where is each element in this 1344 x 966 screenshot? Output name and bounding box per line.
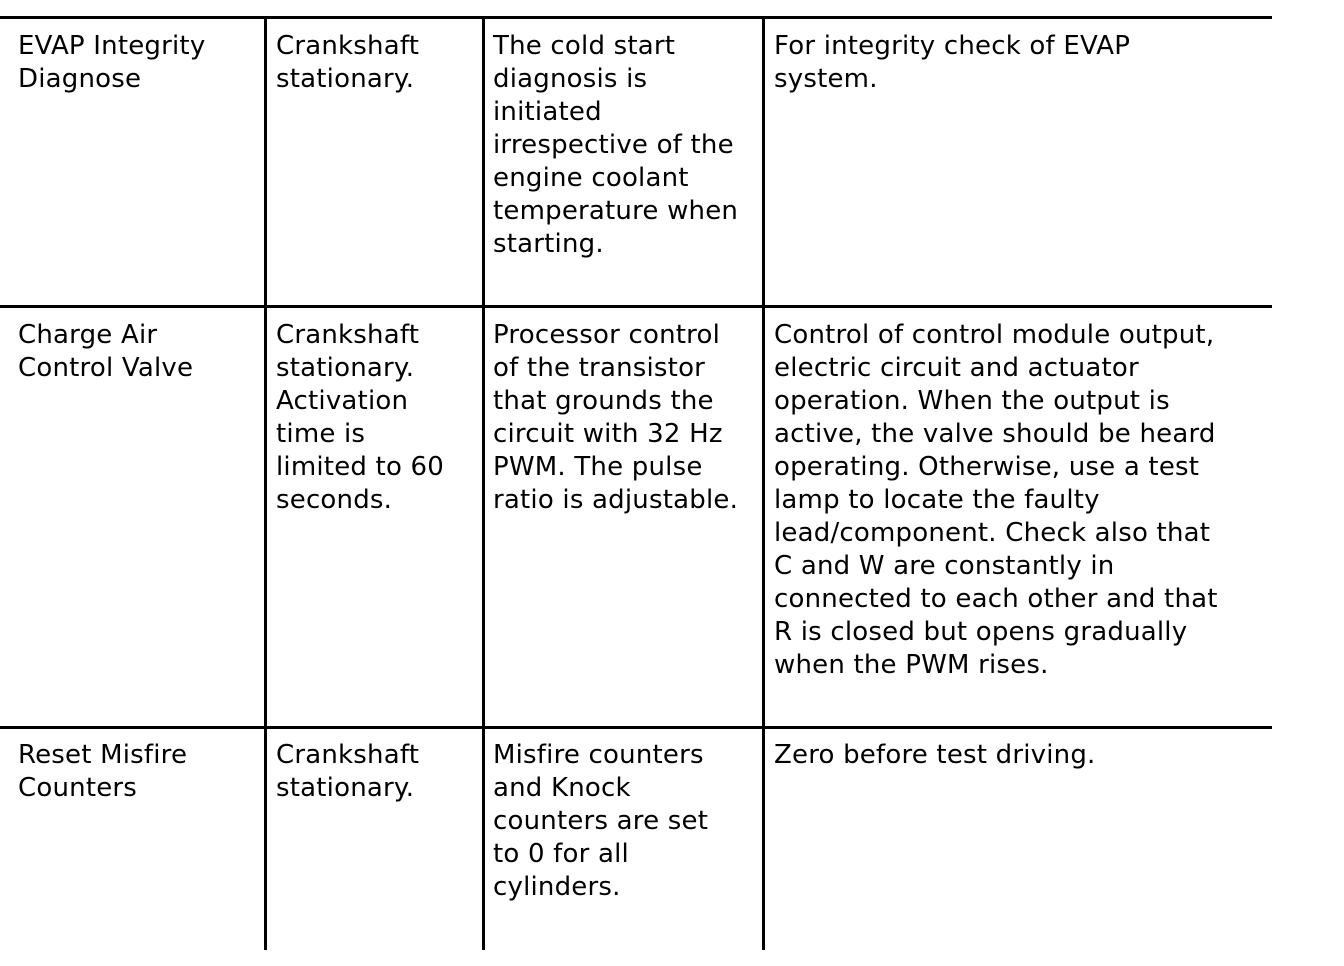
cell-line: and Knock (493, 773, 631, 803)
cell-line: Activation (276, 386, 409, 416)
cell-line: Crankshaft (276, 31, 420, 61)
cell-line: Misfire counters (493, 740, 704, 770)
cell-line: engine coolant (493, 163, 689, 193)
cell-line: Zero before test driving. (774, 740, 1096, 770)
cell-notes (774, 739, 1096, 772)
cell-line: EVAP Integrity (18, 31, 206, 61)
cell-description (493, 30, 738, 261)
cell-line: seconds. (276, 485, 393, 515)
cell-line: lamp to locate the faulty (774, 485, 1100, 515)
cell-line: stationary. (276, 64, 415, 94)
cell-line: time is (276, 419, 366, 449)
table-top-border (0, 16, 1272, 19)
cell-line: temperature when (493, 196, 739, 226)
cell-notes (774, 319, 1218, 682)
column-divider (762, 16, 765, 950)
cell-line: ratio is adjustable. (493, 485, 739, 515)
cell-line: Diagnose (18, 64, 142, 94)
column-divider (482, 16, 485, 950)
cell-line: The cold start (493, 31, 676, 61)
cell-line: circuit with 32 Hz (493, 419, 723, 449)
cell-line: PWM. The pulse (493, 452, 703, 482)
cell-line: operating. Otherwise, use a test (774, 452, 1200, 482)
cell-line: system. (774, 64, 878, 94)
cell-conditions (276, 30, 419, 96)
cell-line: stationary. (276, 773, 415, 803)
cell-line: of the transistor (493, 353, 706, 383)
cell-line: electric circuit and actuator (774, 353, 1139, 383)
cell-notes (774, 30, 1130, 96)
cell-line: active, the valve should be heard (774, 419, 1216, 449)
cell-line: operation. When the output is (774, 386, 1170, 416)
cell-line: connected to each other and that (774, 584, 1218, 614)
cell-line: Charge Air (18, 320, 158, 350)
column-divider (264, 16, 267, 950)
cell-line: Control Valve (18, 353, 194, 383)
cell-line: initiated (493, 97, 602, 127)
cell-line: counters are set (493, 806, 709, 836)
cell-line: Reset Misfire (18, 740, 188, 770)
cell-line: starting. (493, 229, 604, 259)
cell-line: For integrity check of EVAP (774, 31, 1131, 61)
row-divider (0, 726, 1272, 729)
cell-conditions (276, 319, 444, 517)
cell-line: lead/component. Check also that (774, 518, 1211, 548)
cell-description (493, 319, 738, 517)
cell-line: stationary. (276, 353, 415, 383)
cell-line: limited to 60 (276, 452, 445, 482)
cell-line: when the PWM rises. (774, 650, 1049, 680)
cell-line: Crankshaft (276, 740, 420, 770)
cell-function (18, 319, 193, 385)
cell-line: that grounds the (493, 386, 714, 416)
cell-line: Control of control module output, (774, 320, 1215, 350)
cell-line: cylinders. (493, 872, 621, 902)
cell-line: R is closed but opens gradually (774, 617, 1188, 647)
cell-function (18, 739, 187, 805)
cell-line: diagnosis is (493, 64, 648, 94)
cell-conditions (276, 739, 419, 805)
cell-line: Counters (18, 773, 138, 803)
cell-line: Processor control (493, 320, 721, 350)
cell-description (493, 739, 708, 904)
cell-line: C and W are constantly in (774, 551, 1115, 581)
cell-line: Crankshaft (276, 320, 420, 350)
cell-function (18, 30, 205, 96)
cell-line: irrespective of the (493, 130, 734, 160)
cell-line: to 0 for all (493, 839, 629, 869)
row-divider (0, 305, 1272, 308)
